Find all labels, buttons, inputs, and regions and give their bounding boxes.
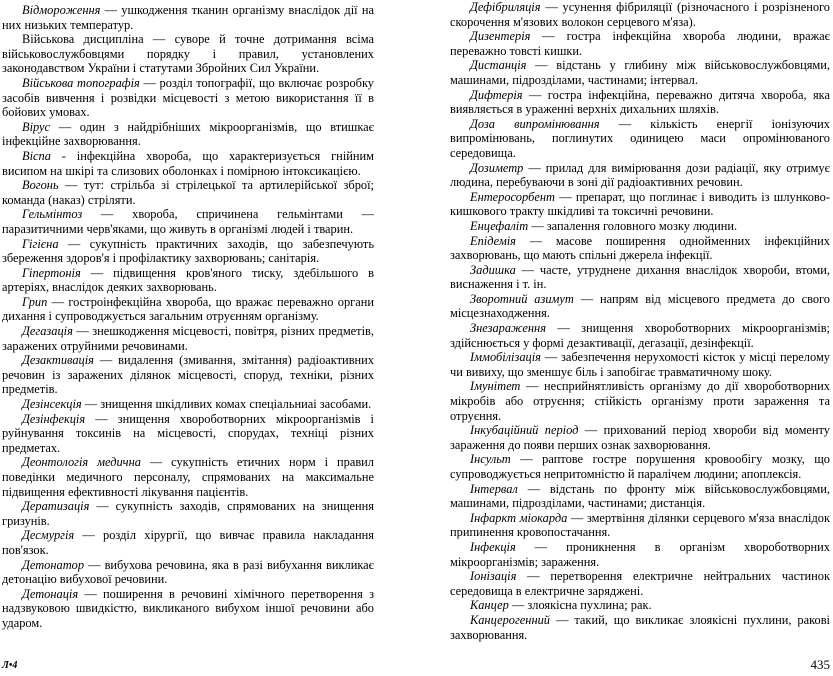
glossary-entry (450, 292, 830, 321)
glossary-definition: — розділ топографії, що включає розробку засобів вивчення і розвідки місцевості з метою використання її в бойових умовах. (2, 75, 374, 120)
glossary-definition: — часте, утруднене дихання внаслідок хвороби, втоми, виснаження і т. ін. (450, 262, 830, 292)
glossary-definition: — знищення хвороботворних мікроорганізмів і руйнування токсинів на місцевості, спорудах, техніці різних предметах. (2, 411, 374, 455)
glossary-entry (2, 3, 374, 32)
glossary-definition: — вибухова речовина, яка в разі вибухання викликає детонацію вибухової речовини. (2, 557, 374, 587)
glossary-entry (2, 266, 374, 295)
glossary-entry (450, 0, 830, 29)
glossary-term: Інтервал (470, 481, 518, 496)
glossary-definition: Відмороження — ушкодження тканин організму внаслідок дії на них низьких температур. (2, 3, 374, 32)
glossary-term: Дезінфекція (22, 411, 86, 426)
glossary-definition: — несприйнятливість організму до дії хвороботворних мікробів або отруєння; стійкість організму проти зараження та отруєння. (450, 379, 830, 423)
glossary-definition: — проникнення в організм хвороботворних мікроорганізмів; зараження. (450, 539, 830, 569)
glossary-term: Військова топографія (22, 75, 140, 90)
glossary-term: Вірус (22, 119, 51, 134)
glossary-term: Доза випромінювання (470, 116, 600, 131)
glossary-term: Інфекція (470, 539, 516, 554)
glossary-term: Інкубаційний період (470, 423, 579, 438)
glossary-term: Відмороження (22, 3, 101, 17)
glossary-entry (2, 324, 374, 353)
glossary-term: Іммобілізація (470, 350, 541, 365)
glossary-entry (2, 397, 374, 412)
glossary-entry (450, 234, 830, 263)
glossary-entry (450, 321, 830, 350)
glossary-definition: — розділ хірургії, що вивчає правила накладання пов'язок. (2, 528, 374, 557)
glossary-entry (450, 117, 830, 161)
glossary-entry (450, 511, 830, 540)
glossary-entry (2, 237, 374, 266)
glossary-term: Віспа (22, 148, 51, 163)
glossary-entry (450, 350, 830, 379)
glossary-entry (450, 219, 830, 234)
glossary-definition: — препарат, що поглинає і виводить із шлунково-кишкового тракту шкідливі та токсичні речовини. (450, 189, 830, 219)
glossary-entry (450, 598, 830, 613)
glossary-term: Ентеросорбент (470, 189, 555, 204)
glossary-entry (2, 120, 374, 149)
glossary-term: Дистанція (470, 58, 527, 73)
glossary-entry (450, 569, 830, 598)
glossary-term: Дезінсекція (22, 397, 82, 412)
glossary-entry (2, 178, 374, 207)
glossary-term: Дифтерія (470, 87, 523, 102)
glossary-entry (450, 540, 830, 569)
glossary-definition: — сукупність практичних заходів, що забезпечують збереження здоров'я і профілактику захворювань; санітарія. (2, 236, 374, 266)
glossary-definition: — підвищення кров'яного тиску, здебільшого в артеріях, внаслідок деяких захворювань. (2, 265, 374, 295)
glossary-definition: — хвороба, спричинена гельмінтами — паразитичними черв'яками, що живуть в організмі людей і тварин. (2, 207, 374, 236)
glossary-definition: — усунення фібриляції (різночасного і розрізненого скорочення м'язових волокон серцевого м'яза). (450, 0, 830, 29)
glossary-term: Грип (22, 294, 48, 309)
glossary-entry (450, 190, 830, 219)
glossary-term: Імунітет (470, 379, 521, 394)
glossary-definition: — перетворення електричне нейтральних частинок середовища в електричне заряджені. (450, 569, 830, 598)
glossary-term: Задишка (470, 262, 516, 277)
glossary-term: Дозиметр (470, 160, 524, 175)
glossary-definition: — масове поширення однойменних інфекційних захворювань, що мають спільні джерела інфекції. (450, 233, 830, 263)
glossary-entry (2, 558, 374, 587)
glossary-entry (2, 528, 374, 557)
page-number: 435 (810, 657, 830, 672)
glossary-definition: — сукупність заходів, спрямованих на знищення гризунів. (2, 499, 374, 528)
glossary-term: Деонтологія медична (22, 455, 141, 470)
glossary-definition: — гостра інфекційна хвороба людини, вражає переважно товсті кишки. (450, 29, 830, 58)
glossary-term: Енцефаліт (470, 218, 529, 233)
glossary-definition: — сукупність етичних норм і правил поведінки медичного персоналу, спрямованих на максимальне підвищення ефективності лікування пацієнтів. (2, 455, 374, 499)
glossary-definition: — такий, що викликає злоякісні пухлини, ракові захворювання. (450, 612, 830, 642)
glossary-definition: — один з найдрібніших мікроорганізмів, що втишкає інфекційне захворювання. (2, 119, 374, 149)
left-column (2, 3, 374, 631)
glossary-definition: — тут: стрільба зі стрілецької та артилерійської зброї; команда (наказ) стріляти. (2, 178, 374, 207)
glossary-entry (450, 613, 830, 642)
glossary-term: Епідемія (470, 233, 516, 248)
glossary-term: Дезактивація (22, 353, 94, 368)
glossary-definition: — прилад для вимірювання дози радіації, яку отримує людина, перебуваючи в зоні дії радіоактивних речовин. (450, 160, 830, 190)
glossary-term: Інфаркт міокарда (470, 510, 568, 525)
glossary-entry (2, 455, 374, 499)
glossary-definition: — кількість енергії іонізуючих випромінювань, поглинутих одиницею маси опромінюваного середовища. (450, 116, 830, 160)
glossary-definition: - інфекційна хвороба, що характеризується гнійним висипом на шкірі та слизових оболонках і помірною інтоксикацією. (2, 148, 374, 178)
glossary-term: Дератизація (22, 499, 90, 514)
glossary-definition: — напрям від місцевого предмета до свого місцезнаходження. (450, 291, 830, 321)
glossary-entry (2, 412, 374, 456)
glossary-entry (2, 207, 374, 236)
glossary-term: Іонізація (470, 569, 517, 584)
glossary-definition: — видалення (змивання, змітання) радіоактивних речовин із заражених ділянок місцевості, споруд, техніки, різних предметів. (2, 353, 374, 397)
glossary-definition: — злоякісна пухлина; рак. (508, 598, 652, 613)
glossary-term: Вогонь (22, 178, 59, 193)
glossary-entry (2, 149, 374, 178)
glossary-definition: — забезпечення нерухомості кісток у місці перелому чи вивиху, що зменшує біль і запобігає травматичному шоку. (450, 350, 830, 379)
glossary-entry (450, 29, 830, 58)
glossary-entry (450, 423, 830, 452)
glossary-definition: — знищення шкідливих комах спеціальниаі засобами. (81, 397, 372, 412)
glossary-term: Десмургія (22, 528, 75, 543)
glossary-definition: — поширення в речовині хімічного перетворення з надзвуковою швидкістю, викликаного вибухом іншої речовини або ударом. (2, 586, 374, 630)
glossary-definition: — гостра інфекційна, переважно дитяча хвороба, яка виявляється в ураженні верхніх дихальних шляхів. (450, 87, 830, 117)
glossary-entry (450, 58, 830, 87)
glossary-definition: — прихований період хвороби від моменту зараження до появи перших ознак захворювання. (450, 423, 830, 452)
glossary-term: Гіпертонія (22, 265, 81, 280)
right-column (450, 0, 830, 642)
glossary-entry (2, 587, 374, 631)
glossary-definition: Військова дисципліна — суворе й точне дотримання всіма військовослужбовцями порядку і правил, установлених законодавством України і статутами Збройних Сил України. (2, 32, 374, 76)
glossary-definition: — відстань по фронту між військовослужбовцями, машинами, підрозділами, частинами; дистанція. (450, 481, 830, 511)
glossary-definition: — раптове гостре порушення кровообігу мозку, що супроводжується непритомністю й паралічем людини; апоплексія. (450, 452, 830, 481)
glossary-entry (2, 499, 374, 528)
glossary-term: Канцерогенний (470, 612, 550, 627)
glossary-term: Канцер (470, 598, 509, 613)
signature-mark: Л•4 (2, 660, 18, 671)
glossary-term: Детонатор (22, 557, 85, 572)
glossary-definition: — змертвіння ділянки серцевого м'яза внаслідок припинення кровопостачання. (450, 510, 830, 540)
glossary-definition: — відстань у глибину між військовослужбовцями, машинами, підрозділами, частинами; інтервал. (450, 58, 830, 87)
glossary-entry (2, 32, 374, 76)
glossary-term: Дизентерія (470, 29, 531, 44)
glossary-term: Гельмінтоз (22, 207, 83, 222)
glossary-definition: — знищення хвороботворних мікроорганізмів; здійснюється у формі дезактивації, дегазації, дезінфекції. (450, 321, 830, 350)
glossary-term: Дегазація (22, 324, 73, 339)
glossary-entry (450, 452, 830, 481)
glossary-entry (450, 263, 830, 292)
glossary-entry (2, 295, 374, 324)
glossary-entry (450, 379, 830, 423)
glossary-term: Знезараження (470, 321, 546, 336)
glossary-entry (450, 161, 830, 190)
glossary-entry (450, 88, 830, 117)
glossary-term: Інсульт (470, 452, 511, 467)
glossary-term: Гігієна (22, 236, 59, 251)
glossary-definition: — гостроінфекційна хвороба, що вражає переважно органи дихання і супроводжується загальним отруєнням організму. (2, 294, 374, 324)
glossary-entry (2, 76, 374, 120)
glossary-definition: — запалення головного мозку людини. (528, 218, 738, 233)
glossary-entry (2, 353, 374, 397)
glossary-entry (450, 482, 830, 511)
glossary-term: Детонація (22, 586, 79, 601)
glossary-definition: — знешкодження місцевості, повітря, різних предметів, заражених отруйними речовинами. (2, 324, 374, 353)
glossary-term: Дефібриляція (470, 0, 541, 14)
glossary-term: Зворотний азимут (470, 291, 574, 306)
